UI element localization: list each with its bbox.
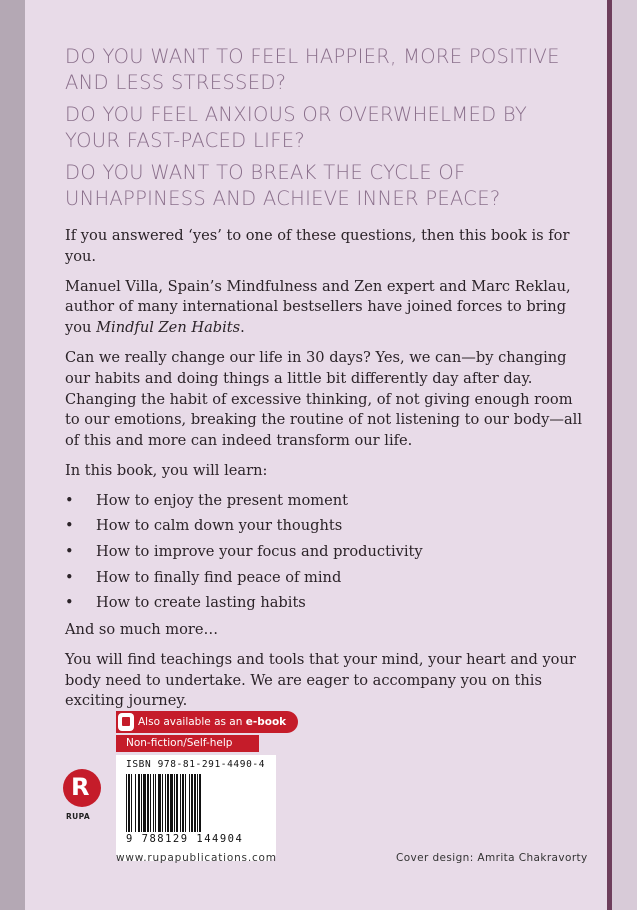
question-1: DO YOU WANT TO FEEL HAPPIER, MORE POSITIVE AND LESS STRESSED?	[65, 45, 560, 94]
barcode-box	[116, 755, 276, 861]
authors-text: Manuel Villa, Spain’s Mindfulness and Zen expert and Marc Reklau, author of many international bestsellers have joined forces to bring you	[65, 277, 571, 337]
publisher-logo	[63, 769, 103, 821]
list-item-text: How to finally find peace of mind	[96, 568, 342, 586]
ebook-device-icon	[118, 713, 134, 731]
right-edge-strip	[612, 0, 637, 910]
info-panel	[116, 711, 298, 861]
barcode	[126, 774, 268, 832]
ebook-banner	[116, 711, 298, 733]
list-item-text: How to create lasting habits	[96, 594, 306, 612]
barcode-bar	[201, 774, 202, 832]
questions-block	[65, 44, 585, 218]
bullet-icon: •	[65, 568, 74, 586]
ebook-bold: e-book	[245, 716, 287, 728]
list-item	[65, 491, 583, 512]
book-title: Mindful Zen Habits	[96, 319, 241, 337]
bullet-icon: •	[65, 517, 74, 535]
list-item-text: How to enjoy the present moment	[96, 491, 349, 509]
authors-end: .	[240, 319, 245, 337]
isbn-text: ISBN 978-81-291-4490-4	[126, 759, 266, 770]
left-edge-strip	[0, 0, 25, 910]
list-item-text: How to improve your focus and productivity	[96, 542, 423, 560]
logo-text: RUPA	[66, 812, 91, 821]
bullet-icon: •	[65, 594, 74, 612]
category-label: Non-fiction/Self-help	[116, 735, 259, 752]
blurb	[65, 226, 583, 721]
question-2: DO YOU FEEL ANXIOUS OR OVERWHELMED BY YOUR FAST-PACED LIFE?	[65, 103, 528, 152]
and-more-text: And so much more…	[65, 620, 219, 638]
cover-credit: Cover design: Amrita Chakravorty	[396, 852, 588, 864]
ebook-label	[138, 711, 286, 733]
bullet-icon: •	[65, 491, 74, 509]
list-item	[65, 516, 583, 537]
bullet-icon: •	[65, 542, 74, 560]
intro-paragraph: If you answered ‘yes’ to one of these questions, then this book is for you.	[65, 227, 570, 265]
learn-intro: In this book, you will learn:	[65, 461, 268, 479]
question-3: DO YOU WANT TO BREAK THE CYCLE OF UNHAPPINESS AND ACHIEVE INNER PEACE?	[65, 161, 501, 210]
closing-paragraph: You will find teachings and tools that your mind, your heart and your body need to undertake. We are eager to accompany you on this exciting journey.	[65, 650, 576, 710]
list-item	[65, 542, 583, 563]
ebook-prefix: Also available as an	[138, 716, 246, 728]
logo-mark: R	[71, 773, 90, 801]
change-paragraph: Can we really change our life in 30 days? Yes, we can—by changing our habits and doing things a little bit differently day after day. Changing the habit of excessive thinking, of not giving enough room to our emotions, breaking the routine of not listening to our body—all of this and more can indeed transform our life.	[65, 348, 583, 450]
logo-circle-icon	[63, 769, 101, 807]
list-item	[65, 593, 583, 614]
barcode-number: 9 788129 144904	[126, 833, 244, 845]
learn-list	[65, 491, 583, 614]
authors-paragraph	[65, 277, 583, 339]
publisher-website: www.rupapublications.com	[116, 852, 277, 864]
list-item-text: How to calm down your thoughts	[96, 517, 343, 535]
list-item	[65, 568, 583, 589]
